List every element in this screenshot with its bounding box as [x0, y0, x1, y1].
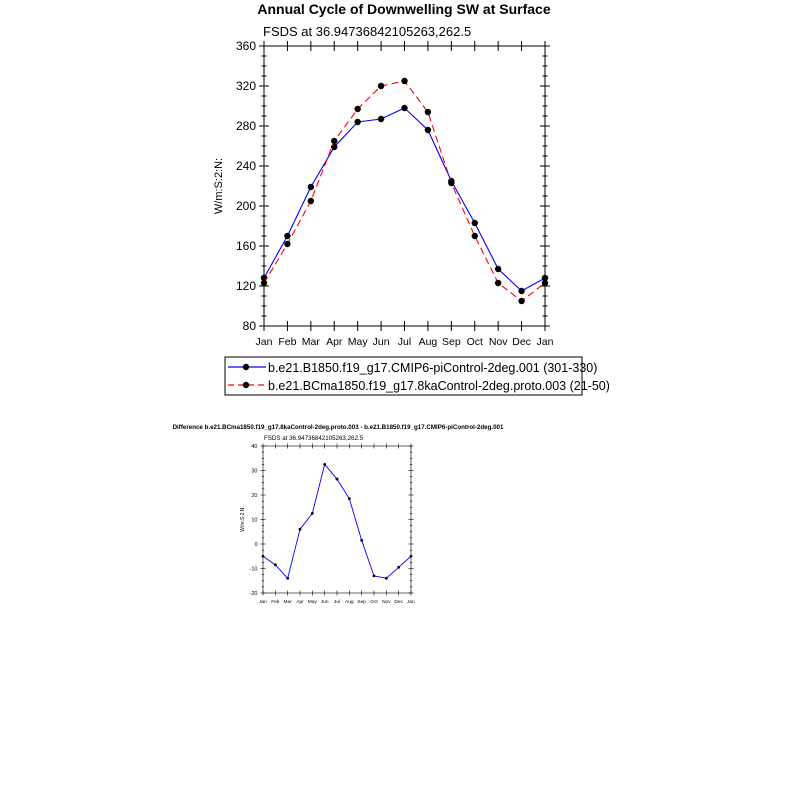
- chart1-series-2-point: [284, 241, 290, 247]
- chart2-series-1-point: [373, 574, 376, 577]
- chart2-series-1-point: [311, 512, 314, 515]
- chart1-series-1-point: [331, 144, 337, 150]
- chart1-ytick-label: 320: [235, 79, 256, 94]
- legend-label-2: b.e21.BCma1850.f19_g17.8kaControl-2deg.proto.003 (21-50): [268, 379, 610, 393]
- chart1-xtick-label: Jan: [255, 336, 273, 348]
- chart1-series-1-point: [472, 220, 478, 226]
- chart2-series-1-line: [263, 464, 411, 578]
- chart1-series-2-point: [472, 233, 478, 239]
- chart1-series-2-line: [264, 81, 545, 301]
- chart2-xtick-label: Feb: [271, 600, 280, 605]
- chart2-xtick-label: Nov: [382, 600, 391, 605]
- chart2-xtick-label: Jan: [407, 600, 415, 605]
- chart1-series-2-point: [542, 280, 548, 286]
- chart2-xtick-label: Jul: [333, 600, 341, 605]
- chart1-ytick-label: 80: [242, 319, 256, 334]
- chart1-ytick-label: 200: [235, 199, 256, 214]
- legend-label-1: b.e21.B1850.f19_g17.CMIP6-piControl-2deg.001 (301-330): [268, 361, 598, 375]
- chart1-xtick-label: Jun: [372, 336, 390, 348]
- chart1-xtick-label: Feb: [278, 336, 297, 348]
- chart1-subtitle: FSDS at 36.94736842105263,262.5: [263, 24, 472, 39]
- chart2-series-1-point: [262, 555, 265, 558]
- chart1-ytick-label: 160: [235, 239, 256, 254]
- chart2-ytick-label: 10: [251, 517, 258, 524]
- chart1-ytick-label: 240: [235, 159, 256, 174]
- chart1-series-2-point: [308, 198, 314, 204]
- chart1-series-2-point: [425, 109, 431, 115]
- chart1-series-2-point: [354, 106, 360, 112]
- chart1-series-1-point: [425, 127, 431, 133]
- chart1-xtick-label: May: [347, 336, 368, 348]
- chart2-ytick-label: 30: [251, 468, 258, 475]
- chart2-series-1-point: [410, 555, 413, 558]
- chart1-plot-area: [236, 39, 554, 348]
- chart1-series-2-point: [495, 280, 501, 286]
- chart2-ytick-label: -20: [249, 590, 258, 597]
- chart2-xtick-label: Mar: [283, 600, 292, 605]
- chart2-xtick-label: Jun: [320, 600, 329, 605]
- chart2-frame: [263, 446, 411, 593]
- chart1-ytick-label: 120: [235, 279, 256, 294]
- chart1-xtick-label: Sep: [441, 336, 461, 348]
- chart1-series-1-point: [354, 119, 360, 125]
- chart2-xtick-label: Jan: [259, 600, 267, 605]
- chart2-ytick-label: 0: [254, 541, 258, 548]
- chart1-xtick-label: Jul: [397, 336, 412, 348]
- chart1-xtick-label: Dec: [512, 336, 531, 348]
- chart2-plot-area: [250, 444, 416, 606]
- chart1-series-2-point: [401, 78, 407, 84]
- chart1-series-2-point: [331, 138, 337, 144]
- chart1-frame: [264, 46, 545, 326]
- legend-swatch-marker-2: [243, 382, 249, 388]
- chart2-xtick-label: Dec: [394, 600, 403, 605]
- chart2-xtick-label: Sep: [357, 600, 366, 605]
- chart2-ytick-label: -10: [249, 566, 258, 573]
- chart1-ytick-label: 360: [235, 39, 256, 54]
- chart2-series-1-point: [397, 566, 400, 569]
- chart2-series-1-point: [274, 563, 277, 566]
- chart1-series-2-point: [261, 280, 267, 286]
- chart2-series-1-point: [323, 463, 326, 466]
- chart2-xtick-label: Apr: [296, 600, 304, 605]
- chart2-series-1-point: [348, 497, 351, 500]
- chart1-xtick-label: Oct: [466, 336, 483, 348]
- chart1-series-2-point: [448, 180, 454, 186]
- chart2-xtick-label: Oct: [370, 600, 378, 605]
- chart1-series-1-point: [378, 116, 384, 122]
- chart1-series-1-point: [284, 233, 290, 239]
- chart2-subtitle: FSDS at 36.94736842105263,262.5: [264, 435, 364, 442]
- chart2-series-1-point: [286, 577, 289, 580]
- chart1-ytick-label: 280: [235, 119, 256, 134]
- chart2-xtick-label: May: [307, 600, 317, 605]
- chart2-series-1-point: [336, 478, 339, 481]
- chart1-xtick-label: Jan: [536, 336, 554, 348]
- chart2-series-1-point: [385, 577, 388, 580]
- chart1-series-1-point: [401, 105, 407, 111]
- chart1-series-2-point: [518, 298, 524, 304]
- chart1-ylabel: W/m:S:2:N:: [213, 157, 225, 215]
- chart1-xtick-label: Apr: [326, 336, 343, 348]
- chart2-series-1-point: [360, 539, 363, 542]
- chart2-xtick-label: Aug: [345, 600, 354, 605]
- chart1-title: Annual Cycle of Downwelling SW at Surface: [257, 1, 551, 17]
- chart1-series-1-line: [264, 108, 545, 291]
- chart1-series-1-point: [308, 184, 314, 190]
- chart1-series-2-point: [378, 83, 384, 89]
- legend-swatch-marker-1: [243, 364, 249, 370]
- chart2-ytick-label: 20: [251, 492, 258, 499]
- chart1-xtick-label: Aug: [418, 336, 438, 348]
- chart2-title: Difference b.e21.BCma1850.f19_g17.8kaControl-2deg.proto.003 - b.e21.B1850.f19_g17.CMIP6-piControl-2deg.001: [172, 424, 504, 431]
- chart1-xtick-label: Mar: [301, 336, 320, 348]
- chart1-series-1-point: [495, 266, 501, 272]
- chart1-xtick-label: Nov: [488, 336, 508, 348]
- chart1-legend: [225, 357, 610, 395]
- chart2-ytick-label: 40: [251, 443, 258, 450]
- chart1-series-1-point: [518, 288, 524, 294]
- chart2-ylabel: W/m:S:2:N:: [240, 506, 246, 532]
- chart2-series-1-point: [299, 528, 302, 531]
